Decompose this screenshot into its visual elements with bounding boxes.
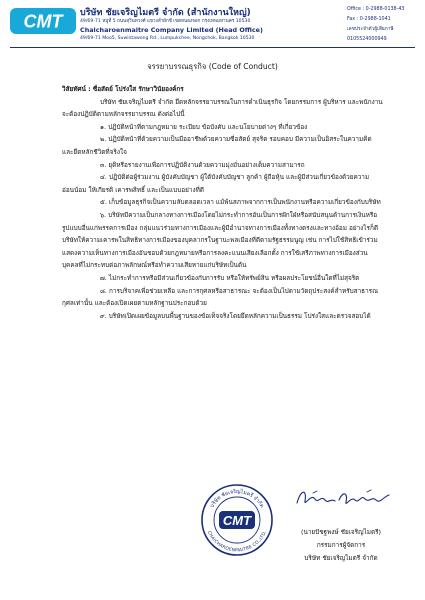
svg-text:CMT: CMT <box>222 513 252 528</box>
signatory-company: บริษัท ชัยเจริญไมตรี จำกัด <box>304 554 378 562</box>
code-item-4: ๔. ปฏิบัติต่อผู้ร่วมงาน ผู้บังคับบัญชา ผู้ใต้บังคับบัญชา ลูกค้า ผู้ถือหุ้น และผู้มีส่วนเกี่ยวข้องด้วยความอ่อนน้อม ให้เกียรติ เคารพสิทธิ์ และเป็นแบบอย่างที่ดี <box>62 173 370 194</box>
company-name-th: บริษัท ชัยเจริญไมตรี จำกัด (สำนักงานใหญ่) <box>80 8 251 18</box>
company-address-en: 49/69-71 Moo5, Suwintawong Rd., Lumpukchee, Nongchok, Bangkok 10530 <box>80 36 255 41</box>
intro-paragraph: บริษัท ชัยเจริญไมตรี จำกัด ยึดหลักจรรยาบรรณในการดำเนินธุรกิจ โดยกรรมการ ผู้บริหาร และพนักงานจะต้องปฏิบัติตามหลักจรรยาบรรณ ดังต่อไปนี้ <box>62 97 383 119</box>
company-name-en: Chaicharoenmaitre Company Limited (Head Office) <box>80 26 263 34</box>
office-phone: Office : 0-2988-0138-43 <box>347 7 405 12</box>
svg-text:CHAICHAROENMAITRE CO.,LTD.: CHAICHAROENMAITRE CO.,LTD. <box>205 530 269 554</box>
code-item-8: ๘. การบริจาคเพื่อช่วยเหลือ และการกุศลหรือสาธารณะ จะต้องเป็นไปตามวัตถุประสงค์สำหรับสาธารณกุศลเท่านั้น และต้องเปิดเผยตามหลักฐานประกอบด้วย <box>62 286 379 308</box>
company-logo <box>10 8 76 34</box>
handwritten-signature <box>293 483 393 511</box>
signatory-position: กรรมการผู้จัดการ <box>316 541 366 549</box>
code-item-7: ๗. ไม่กระทำการหรือมีส่วนเกี่ยวข้องกับการรับ หรือให้ทรัพย์สิน หรือผลประโยชน์อื่นใดที่ไม่สุจริต <box>100 273 360 282</box>
code-item-1: ๑. ปฏิบัติหน้าที่ตามกฎหมาย ระเบียบ ข้อบังคับ และนโยบายต่างๆ ที่เกี่ยวข้อง <box>100 122 308 131</box>
signatory-block <box>286 526 396 565</box>
code-item-6: ๖. บริษัทมีความเป็นกลางทางการเมืองโดยไม่กระทำการอันเป็นการฝักใฝ่หรือสนับสนุนด้านการเงินหรือรูปแบบอื่นแก่พรรคการเมือง กลุ่มแนวร่วมทางการเมืองและผู้มีอำนาจทางการเมืองทั้งทางตรงและทางอ้อม อย่างไรก็ดี บริษัทให้ความเคารพในสิทธิทางการเมืองของบุคลากรในฐานะพลเมืองที่ดีตามรัฐธรรมนูญ เช่น การไปใช้สิทธิเข้าร่วมแสดงความเห็นทางการเมืองอันชอบด้วยกฎหมายหรือการลงคะแนนเสียงเลือกตั้ง การใช้เสรีภาพทางการเมืองส่วนบุคคลที่ไม่กระทบต่อภาพลักษณ์หรือทำความเสียหายแก่บริษัทเป็นต้น <box>62 210 378 270</box>
signatory-name: (นายปัชฐพงษ์ ชัยเจริญไมตรี) <box>300 528 382 536</box>
letterhead-divider <box>10 47 415 48</box>
code-item-9: ๙. บริษัทเปิดเผยข้อมูลบนพื้นฐานของข้อเท็จจริงโดยยึดหลักความเป็นธรรม โปร่งใสและตรวจสอบได้ <box>100 311 371 320</box>
tax-id: 0105524000949 <box>347 37 387 42</box>
code-item-5: ๕. เก็บข้อมูลธุรกิจเป็นความลับตลอดเวลา แม้พ้นสภาพจากการเป็นพนักงานหรือความเกี่ยวข้องกับบริษัท <box>100 198 381 207</box>
company-seal <box>200 483 274 557</box>
fax-number: Fax : 0-2988-1041 <box>347 17 391 22</box>
tax-id-label: เลขประจำตัวผู้เสียภาษี <box>347 27 394 32</box>
svg-text:บริษัท ชัยเจริญไมตรี จำกัด: บริษัท ชัยเจริญไมตรี จำกัด <box>209 488 265 509</box>
document-body <box>62 83 384 322</box>
code-item-3: ๓. ยุติหรือรายงานเพื่อการปฏิบัติงานด้วยความมุ่งมั่นอย่างเต็มความสามารถ <box>100 160 305 169</box>
vision-statement: วิสัยทัศน์ : ซื่อสัตย์ โปร่งใส รักษาวินัยองค์กร <box>62 85 184 93</box>
document-title: จรรยาบรรณธุรกิจ (Code of Conduct) <box>147 62 278 71</box>
company-address-th: 49/69-71 หมู่ที่ 5 ถนนสุวินทวงศ์ แขวงลำผักชี เขตหนองจอก กรุงเทพมหานคร 10530 <box>80 19 251 24</box>
code-item-2: ๒. ปฏิบัติหน้าที่ด้วยความเป็นมืออาชีพด้วยความซื่อสัตย์ สุจริต รอบคอบ มีความเป็นอิสระในความคิด และยึดหลักชีวิตที่จริงใจ <box>62 135 372 156</box>
svg-text:CMT: CMT <box>23 11 63 32</box>
contact-block <box>347 5 421 45</box>
